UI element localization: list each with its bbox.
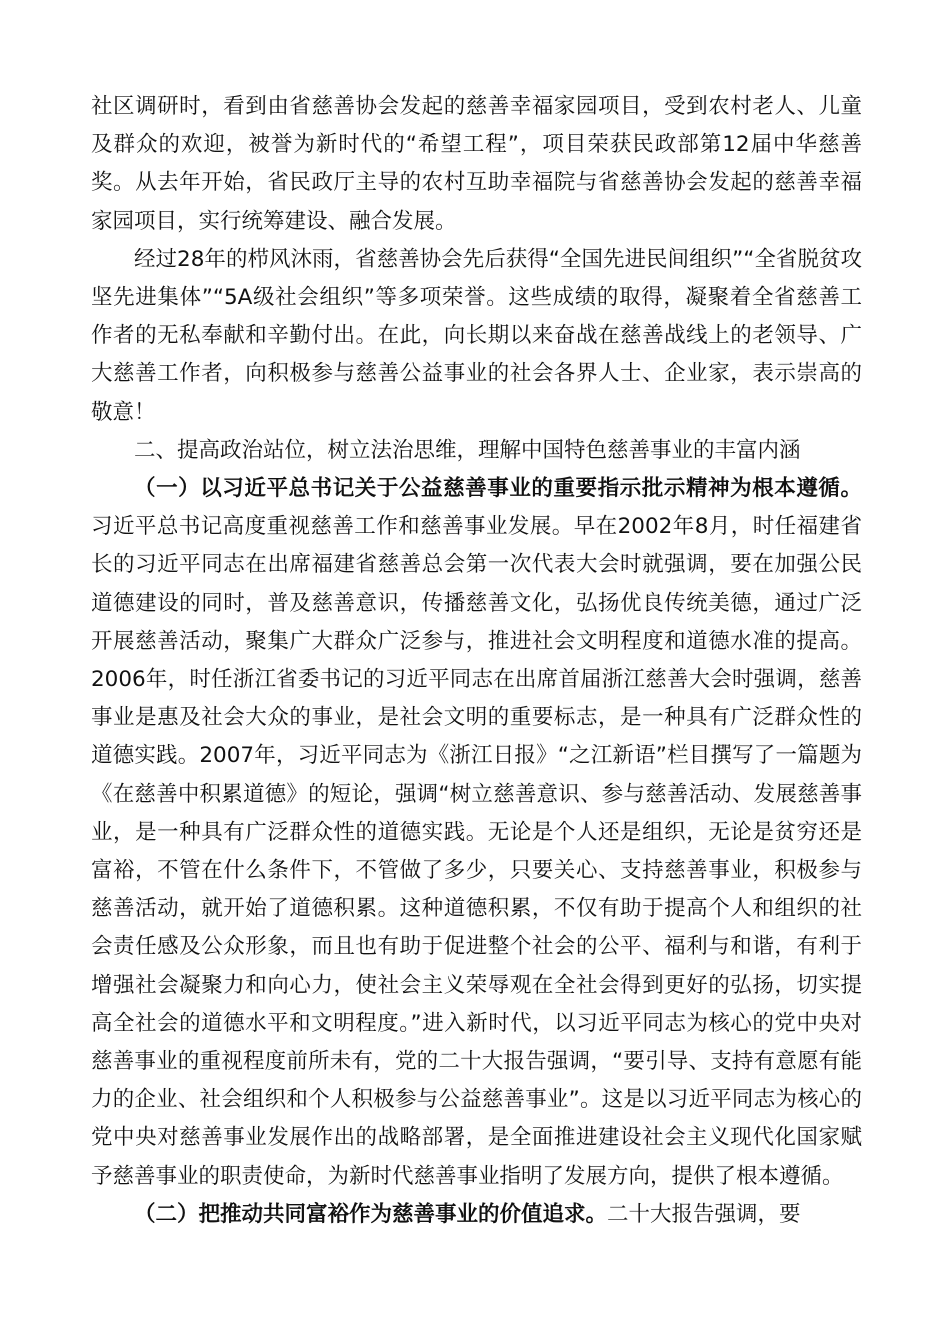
paragraph-subsection-1 [91,470,862,1196]
subsection-heading-1: （一）以习近平总书记关于公益慈善事业的重要指示批示精神为根本遵循。 [134,476,862,502]
paragraph-continuation [91,88,862,241]
paragraph-honors [91,241,862,432]
subsection-heading-2: （二）把推动共同富裕作为慈善事业的价值追求。 [134,1201,608,1227]
paragraph-text: 社区调研时，看到由省慈善协会发起的慈善幸福家园项目，受到农村老人、儿童及群众的欢迎，被誉为新时代的“希望工程”，项目荣获民政部第12届中华慈善奖。从去年开始，省民政厅主导的农村互助幸福院与省慈善协会发起的慈善幸福家园项目，实行统筹建设、融合发展。 [91,94,862,234]
document-page [91,88,862,1234]
paragraph-text: 经过28年的栉风沐雨，省慈善协会先后获得“全国先进民间组织”“全省脱贫攻坚先进集体”“5A级社会组织”等多项荣誉。这些成绩的取得，凝聚着全省慈善工作者的无私奉献和辛勤付出。在此，向长期以来奋战在慈善战线上的老领导、广大慈善工作者，向积极参与慈善公益事业的社会各界人士、企业家，表示崇高的敬意！ [91,246,862,425]
paragraph-subsection-2 [91,1196,862,1234]
section-heading-2 [91,432,862,470]
paragraph-text: 习近平总书记高度重视慈善工作和慈善事业发展。早在2002年8月，时任福建省长的习近平同志在出席福建省慈善总会第一次代表大会时就强调，要在加强公民道德建设的同时，普及慈善意识，传播慈善文化，弘扬优良传统美德，通过广泛开展慈善活动，聚集广大群众广泛参与，推进社会文明程度和道德水准的提高。2006年，时任浙江省委书记的习近平同志在出席首届浙江慈善大会时强调，慈善事业是惠及社会大众的事业，是社会文明的重要标志，是一种具有广泛群众性的道德实践。2007年，习近平同志为《浙江日报》“之江新语”栏目撰写了一篇题为《在慈善中积累道德》的短论，强调“树立慈善意识、参与慈善活动、发展慈善事业，是一种具有广泛群众性的道德实践。无论是个人还是组织，无论是贫穷还是富裕，不管在什么条件下，不管做了多少，只要关心、支持慈善事业，积极参与慈善活动，就开始了道德积累。这种道德积累，不仅有助于提高个人和组织的社会责任感及公众形象，而且也有助于促进整个社会的公平、福利与和谐，有利于增强社会凝聚力和向心力，使社会主义荣辱观在全社会得到更好的弘扬，切实提高全社会的道德水平和文明程度。”进入新时代，以习近平同志为核心的党中央对慈善事业的重视程度前所未有，党的二十大报告强调，“要引导、支持有意愿有能力的企业、社会组织和个人积极参与公益慈善事业”。这是以习近平同志为核心的党中央对慈善事业发展作出的战略部署，是全面推进建设社会主义现代化国家赋予慈善事业的职责使命，为新时代慈善事业指明了发展方向，提供了根本遵循。 [91,514,862,1189]
section-heading-text: 二、提高政治站位，树立法治思维，理解中国特色慈善事业的丰富内涵 [134,437,801,463]
paragraph-text: 二十大报告强调，要 [607,1201,801,1227]
